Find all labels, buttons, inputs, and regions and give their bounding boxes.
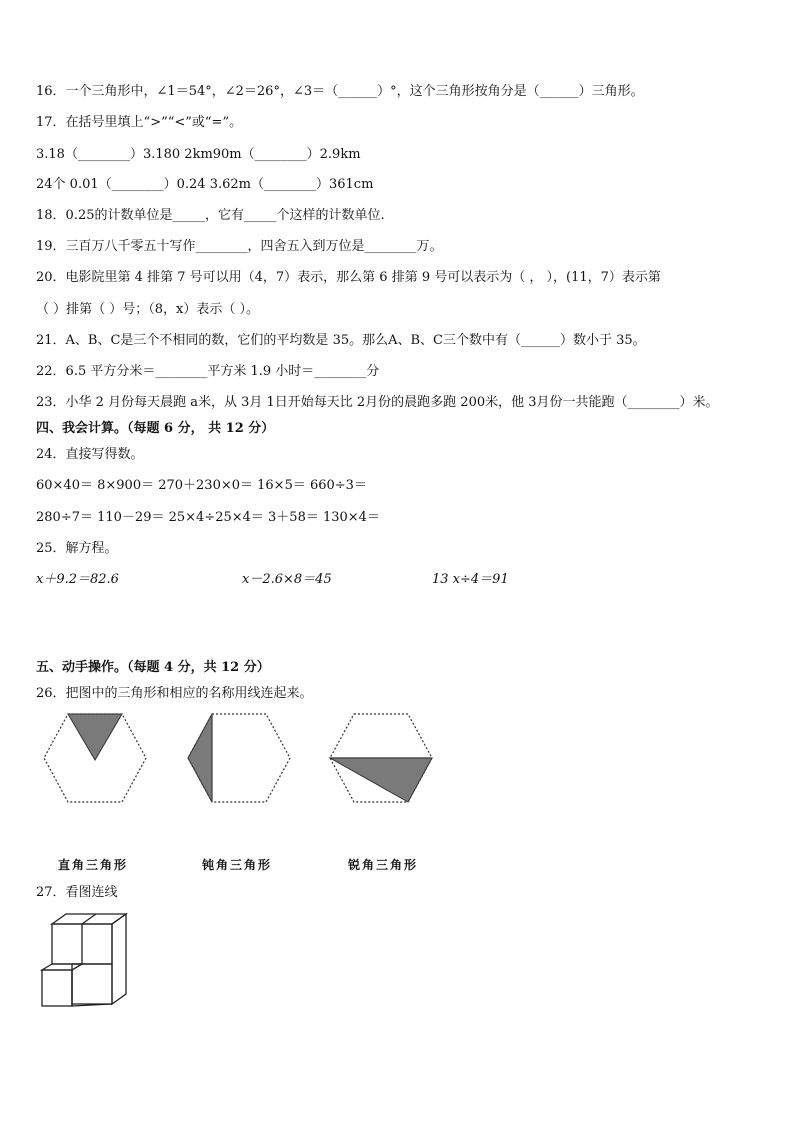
caption-acute-triangle: 锐角三角形: [348, 858, 419, 872]
q24-row-1: 60×40＝ 8×900＝ 270＋230×0＝ 16×5＝ 660÷3＝: [36, 478, 367, 493]
caption-obtuse-triangle: 钝角三角形: [202, 858, 273, 872]
q17: 17．在括号里填上“>”“<”或“=”。: [36, 115, 243, 130]
shaded-triangle-3: [330, 758, 432, 802]
q16: 16．一个三角形中，∠1＝54°，∠2＝26°，∠3＝（______）°，这个三角形按角分是（______）三角形。: [36, 84, 644, 99]
q19: 19．三百万八千零五十写作________，四舍五入到万位是________万。: [36, 239, 443, 254]
q23: 23．小华 2 月份每天晨跑 a米，从 3月 1日开始每天比 2月份的晨跑多跑 200米，他 3月份一共能跑（________）米。: [36, 395, 719, 410]
section-5-heading: 五、动手操作。（每题 4 分，共 12 分）: [36, 660, 270, 675]
shaded-triangle-2: [188, 714, 212, 802]
q24-row-2: 280÷7＝ 110－29＝ 25×4÷25×4＝ 3＋58＝ 130×4＝: [36, 510, 380, 525]
q17-row-2: 24个 0.01（________）0.24 3.62m（________）361cm: [36, 177, 374, 192]
q27: 27．看图连线: [36, 885, 118, 900]
q24: 24．直接写得数。: [36, 447, 144, 462]
q21: 21．A、B、C是三个不相同的数，它们的平均数是 35。那么A、B、C三个数中有（______）数小于 35。: [36, 333, 646, 348]
hexagon-figure-right-triangle: [40, 712, 150, 804]
q18: 18．0.25的计数单位是_____，它有_____个这样的计数单位.: [36, 208, 385, 223]
equation-1: x＋9.2＝82.6: [36, 572, 119, 587]
equation-2: x－2.6×8＝45: [242, 572, 332, 587]
q20-line-2: （ ）排第（ ）号；（8，x）表示（ ）。: [36, 302, 259, 317]
hexagon-figure-acute-triangle: [326, 712, 436, 804]
q25: 25．解方程。: [36, 541, 118, 556]
lower-right-front: [72, 964, 112, 1004]
shaded-triangle-1: [68, 714, 122, 760]
equation-3: 13 x÷4＝91: [432, 572, 509, 587]
cube-stack-figure: [38, 910, 134, 1010]
q26: 26．把图中的三角形和相应的名称用线连起来。: [36, 686, 313, 701]
lower-left-front: [42, 970, 72, 1006]
q17-row-1: 3.18（________）3.180 2km90m（________）2.9km: [36, 147, 361, 162]
hexagon-figure-obtuse-triangle: [184, 712, 294, 804]
q20-line-1: 20．电影院里第 4 排第 7 号可以用（4，7）表示，那么第 6 排第 9 号可以表示为（ ， ），(11，7）表示第: [36, 270, 661, 285]
caption-right-triangle: 直角三角形: [58, 858, 129, 872]
q22: 22．6.5 平方分米＝________平方米 1.9 小时＝________分: [36, 364, 380, 379]
right-face: [112, 914, 126, 1004]
section-4-heading: 四、我会计算。（每题 6 分， 共 12 分）: [36, 421, 275, 436]
